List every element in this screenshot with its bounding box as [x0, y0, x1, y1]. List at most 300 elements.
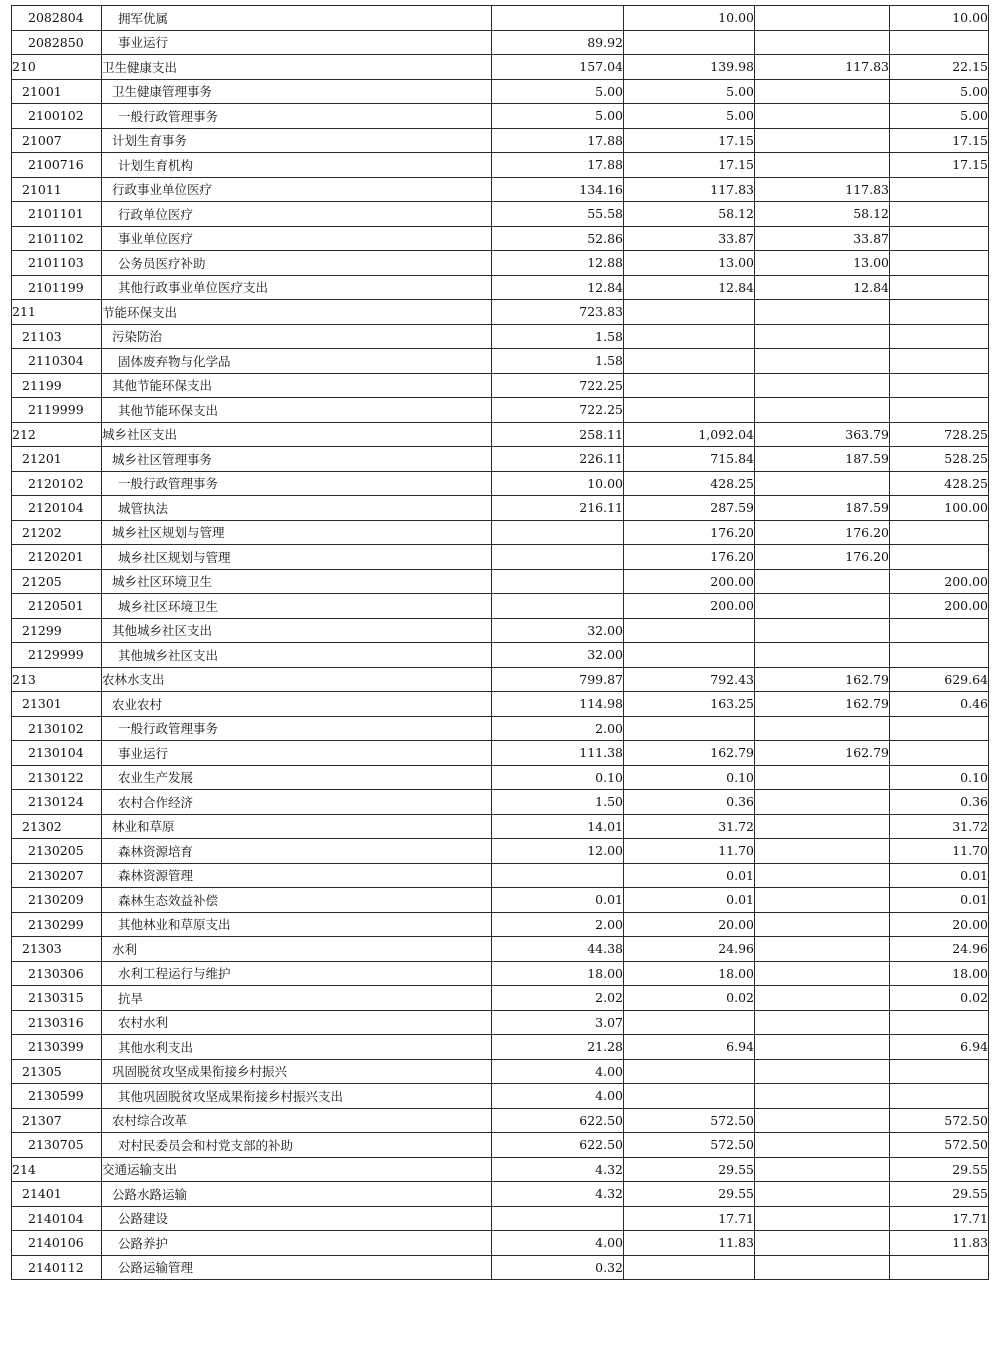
project-expenditure-cell: 100.00 [890, 496, 989, 521]
basic-expenditure-cell [755, 986, 890, 1011]
prior-year-amount-cell: 0.32 [492, 1255, 624, 1280]
total-amount-cell: 572.50 [624, 1108, 755, 1133]
project-expenditure-cell [890, 373, 989, 398]
prior-year-amount-cell: 4.32 [492, 1157, 624, 1182]
basic-expenditure-cell [755, 1010, 890, 1035]
total-amount-cell [624, 349, 755, 374]
subject-name-cell: 城乡社区管理事务 [102, 447, 492, 472]
project-expenditure-cell [890, 716, 989, 741]
table-row [12, 667, 989, 692]
basic-expenditure-cell [755, 79, 890, 104]
basic-expenditure-cell [755, 912, 890, 937]
basic-expenditure-cell [755, 324, 890, 349]
subject-code-cell: 2120104 [12, 496, 102, 521]
table-row [12, 422, 989, 447]
table-row [12, 398, 989, 423]
total-amount-cell: 287.59 [624, 496, 755, 521]
table-row [12, 839, 989, 864]
table-row [12, 1182, 989, 1207]
table-row [12, 447, 989, 472]
basic-expenditure-cell: 12.84 [755, 275, 890, 300]
prior-year-amount-cell: 0.01 [492, 888, 624, 913]
total-amount-cell: 0.02 [624, 986, 755, 1011]
table-row [12, 300, 989, 325]
subject-name-cell: 其他城乡社区支出 [102, 618, 492, 643]
basic-expenditure-cell: 33.87 [755, 226, 890, 251]
table-row [12, 790, 989, 815]
table-row [12, 251, 989, 276]
basic-expenditure-cell [755, 765, 890, 790]
total-amount-cell: 176.20 [624, 520, 755, 545]
basic-expenditure-cell: 176.20 [755, 520, 890, 545]
subject-code-cell: 2130599 [12, 1084, 102, 1109]
prior-year-amount-cell [492, 863, 624, 888]
project-expenditure-cell [890, 545, 989, 570]
project-expenditure-cell: 572.50 [890, 1108, 989, 1133]
table-row [12, 1010, 989, 1035]
subject-code-cell: 2130705 [12, 1133, 102, 1158]
subject-name-cell: 固体废弃物与化学品 [102, 349, 492, 374]
table-row [12, 1035, 989, 1060]
basic-expenditure-cell [755, 398, 890, 423]
subject-code-cell: 2140112 [12, 1255, 102, 1280]
prior-year-amount-cell: 1.50 [492, 790, 624, 815]
table-row [12, 741, 989, 766]
subject-name-cell: 其他节能环保支出 [102, 398, 492, 423]
subject-code-cell: 2110304 [12, 349, 102, 374]
subject-name-cell: 卫生健康管理事务 [102, 79, 492, 104]
prior-year-amount-cell: 10.00 [492, 471, 624, 496]
table-row [12, 1157, 989, 1182]
basic-expenditure-cell [755, 30, 890, 55]
prior-year-amount-cell [492, 6, 624, 31]
basic-expenditure-cell [755, 471, 890, 496]
total-amount-cell: 11.70 [624, 839, 755, 864]
table-row [12, 986, 989, 1011]
subject-name-cell: 其他行政事业单位医疗支出 [102, 275, 492, 300]
prior-year-amount-cell: 1.58 [492, 324, 624, 349]
table-row [12, 912, 989, 937]
project-expenditure-cell [890, 251, 989, 276]
prior-year-amount-cell: 4.00 [492, 1231, 624, 1256]
table-row [12, 79, 989, 104]
subject-name-cell: 交通运输支出 [102, 1157, 492, 1182]
total-amount-cell [624, 1255, 755, 1280]
total-amount-cell: 20.00 [624, 912, 755, 937]
table-row [12, 888, 989, 913]
prior-year-amount-cell: 4.00 [492, 1084, 624, 1109]
subject-code-cell: 2082804 [12, 6, 102, 31]
project-expenditure-cell: 10.00 [890, 6, 989, 31]
subject-name-cell: 巩固脱贫攻坚成果衔接乡村振兴 [102, 1059, 492, 1084]
total-amount-cell: 12.84 [624, 275, 755, 300]
table-row [12, 373, 989, 398]
basic-expenditure-cell [755, 888, 890, 913]
subject-code-cell: 211 [12, 300, 102, 325]
basic-expenditure-cell [755, 153, 890, 178]
subject-code-cell: 2130315 [12, 986, 102, 1011]
subject-code-cell: 21011 [12, 177, 102, 202]
subject-code-cell: 212 [12, 422, 102, 447]
table-row [12, 692, 989, 717]
subject-name-cell: 对村民委员会和村党支部的补助 [102, 1133, 492, 1158]
total-amount-cell [624, 398, 755, 423]
total-amount-cell: 428.25 [624, 471, 755, 496]
table-row [12, 1108, 989, 1133]
total-amount-cell [624, 618, 755, 643]
project-expenditure-cell: 24.96 [890, 937, 989, 962]
total-amount-cell: 163.25 [624, 692, 755, 717]
prior-year-amount-cell: 2.02 [492, 986, 624, 1011]
total-amount-cell: 17.15 [624, 153, 755, 178]
table-row [12, 30, 989, 55]
prior-year-amount-cell [492, 520, 624, 545]
subject-name-cell: 污染防治 [102, 324, 492, 349]
subject-name-cell: 公路运输管理 [102, 1255, 492, 1280]
basic-expenditure-cell [755, 937, 890, 962]
total-amount-cell: 13.00 [624, 251, 755, 276]
subject-code-cell: 21199 [12, 373, 102, 398]
table-row [12, 1255, 989, 1280]
subject-code-cell: 2130399 [12, 1035, 102, 1060]
total-amount-cell: 139.98 [624, 55, 755, 80]
subject-code-cell: 2101101 [12, 202, 102, 227]
prior-year-amount-cell: 258.11 [492, 422, 624, 447]
subject-code-cell: 2130122 [12, 765, 102, 790]
table-row [12, 226, 989, 251]
project-expenditure-cell [890, 741, 989, 766]
project-expenditure-cell [890, 30, 989, 55]
prior-year-amount-cell: 722.25 [492, 398, 624, 423]
total-amount-cell: 17.71 [624, 1206, 755, 1231]
total-amount-cell [624, 1059, 755, 1084]
total-amount-cell: 1,092.04 [624, 422, 755, 447]
project-expenditure-cell [890, 1084, 989, 1109]
total-amount-cell [624, 1010, 755, 1035]
table-row [12, 202, 989, 227]
table-row [12, 496, 989, 521]
prior-year-amount-cell [492, 1206, 624, 1231]
prior-year-amount-cell: 226.11 [492, 447, 624, 472]
total-amount-cell: 200.00 [624, 569, 755, 594]
basic-expenditure-cell [755, 1206, 890, 1231]
project-expenditure-cell: 17.15 [890, 153, 989, 178]
subject-code-cell: 2130209 [12, 888, 102, 913]
table-row [12, 6, 989, 31]
project-expenditure-cell [890, 177, 989, 202]
basic-expenditure-cell [755, 790, 890, 815]
prior-year-amount-cell: 55.58 [492, 202, 624, 227]
subject-name-cell: 其他林业和草原支出 [102, 912, 492, 937]
table-row [12, 55, 989, 80]
budget-expenditure-table [11, 5, 989, 1280]
basic-expenditure-cell [755, 1255, 890, 1280]
project-expenditure-cell: 200.00 [890, 594, 989, 619]
prior-year-amount-cell: 12.00 [492, 839, 624, 864]
total-amount-cell: 200.00 [624, 594, 755, 619]
subject-code-cell: 2130205 [12, 839, 102, 864]
basic-expenditure-cell [755, 618, 890, 643]
basic-expenditure-cell [755, 1059, 890, 1084]
total-amount-cell: 58.12 [624, 202, 755, 227]
project-expenditure-cell: 428.25 [890, 471, 989, 496]
basic-expenditure-cell [755, 300, 890, 325]
prior-year-amount-cell: 4.00 [492, 1059, 624, 1084]
total-amount-cell [624, 643, 755, 668]
prior-year-amount-cell: 114.98 [492, 692, 624, 717]
subject-code-cell: 21299 [12, 618, 102, 643]
project-expenditure-cell [890, 226, 989, 251]
total-amount-cell: 162.79 [624, 741, 755, 766]
total-amount-cell [624, 373, 755, 398]
prior-year-amount-cell: 622.50 [492, 1108, 624, 1133]
subject-name-cell: 森林资源培育 [102, 839, 492, 864]
table-row [12, 937, 989, 962]
basic-expenditure-cell [755, 1157, 890, 1182]
subject-code-cell: 2130306 [12, 961, 102, 986]
basic-expenditure-cell [755, 863, 890, 888]
prior-year-amount-cell [492, 594, 624, 619]
basic-expenditure-cell [755, 104, 890, 129]
subject-name-cell: 城乡社区环境卫生 [102, 569, 492, 594]
prior-year-amount-cell: 12.88 [492, 251, 624, 276]
total-amount-cell: 33.87 [624, 226, 755, 251]
project-expenditure-cell: 572.50 [890, 1133, 989, 1158]
subject-name-cell: 一般行政管理事务 [102, 104, 492, 129]
subject-name-cell: 农村综合改革 [102, 1108, 492, 1133]
subject-name-cell: 水利 [102, 937, 492, 962]
project-expenditure-cell: 629.64 [890, 667, 989, 692]
basic-expenditure-cell: 363.79 [755, 422, 890, 447]
subject-code-cell: 213 [12, 667, 102, 692]
prior-year-amount-cell: 5.00 [492, 104, 624, 129]
table-row [12, 814, 989, 839]
total-amount-cell: 0.10 [624, 765, 755, 790]
project-expenditure-cell: 0.36 [890, 790, 989, 815]
subject-name-cell: 事业运行 [102, 741, 492, 766]
subject-code-cell: 21401 [12, 1182, 102, 1207]
prior-year-amount-cell: 134.16 [492, 177, 624, 202]
prior-year-amount-cell: 157.04 [492, 55, 624, 80]
subject-name-cell: 拥军优属 [102, 6, 492, 31]
subject-code-cell: 2120501 [12, 594, 102, 619]
subject-name-cell: 城乡社区支出 [102, 422, 492, 447]
total-amount-cell: 24.96 [624, 937, 755, 962]
project-expenditure-cell: 6.94 [890, 1035, 989, 1060]
table-row [12, 1084, 989, 1109]
basic-expenditure-cell: 117.83 [755, 177, 890, 202]
total-amount-cell: 5.00 [624, 104, 755, 129]
subject-code-cell: 2082850 [12, 30, 102, 55]
prior-year-amount-cell: 52.86 [492, 226, 624, 251]
basic-expenditure-cell [755, 128, 890, 153]
table-row [12, 1133, 989, 1158]
subject-name-cell: 公路水路运输 [102, 1182, 492, 1207]
subject-name-cell: 农村水利 [102, 1010, 492, 1035]
prior-year-amount-cell: 17.88 [492, 128, 624, 153]
prior-year-amount-cell: 216.11 [492, 496, 624, 521]
subject-name-cell: 行政事业单位医疗 [102, 177, 492, 202]
table-row [12, 716, 989, 741]
project-expenditure-cell: 20.00 [890, 912, 989, 937]
subject-name-cell: 城乡社区规划与管理 [102, 520, 492, 545]
subject-name-cell: 一般行政管理事务 [102, 716, 492, 741]
subject-name-cell: 公路养护 [102, 1231, 492, 1256]
subject-name-cell: 农村合作经济 [102, 790, 492, 815]
total-amount-cell: 29.55 [624, 1182, 755, 1207]
subject-name-cell: 卫生健康支出 [102, 55, 492, 80]
basic-expenditure-cell [755, 1133, 890, 1158]
total-amount-cell: 792.43 [624, 667, 755, 692]
project-expenditure-cell: 31.72 [890, 814, 989, 839]
table-row [12, 1059, 989, 1084]
prior-year-amount-cell: 89.92 [492, 30, 624, 55]
table-row [12, 569, 989, 594]
basic-expenditure-cell [755, 716, 890, 741]
subject-code-cell: 2101199 [12, 275, 102, 300]
project-expenditure-cell: 528.25 [890, 447, 989, 472]
basic-expenditure-cell [755, 1182, 890, 1207]
table-row [12, 128, 989, 153]
project-expenditure-cell: 18.00 [890, 961, 989, 986]
total-amount-cell [624, 324, 755, 349]
total-amount-cell: 176.20 [624, 545, 755, 570]
prior-year-amount-cell: 5.00 [492, 79, 624, 104]
subject-code-cell: 21007 [12, 128, 102, 153]
project-expenditure-cell: 17.71 [890, 1206, 989, 1231]
project-expenditure-cell [890, 1059, 989, 1084]
prior-year-amount-cell: 111.38 [492, 741, 624, 766]
prior-year-amount-cell: 14.01 [492, 814, 624, 839]
project-expenditure-cell: 728.25 [890, 422, 989, 447]
project-expenditure-cell [890, 1255, 989, 1280]
subject-code-cell: 2130299 [12, 912, 102, 937]
prior-year-amount-cell: 12.84 [492, 275, 624, 300]
subject-code-cell: 2130316 [12, 1010, 102, 1035]
total-amount-cell [624, 300, 755, 325]
subject-name-cell: 计划生育机构 [102, 153, 492, 178]
total-amount-cell [624, 1084, 755, 1109]
subject-name-cell: 节能环保支出 [102, 300, 492, 325]
subject-name-cell: 农业生产发展 [102, 765, 492, 790]
subject-code-cell: 21301 [12, 692, 102, 717]
subject-name-cell: 其他节能环保支出 [102, 373, 492, 398]
subject-name-cell: 城乡社区规划与管理 [102, 545, 492, 570]
prior-year-amount-cell: 723.83 [492, 300, 624, 325]
total-amount-cell [624, 30, 755, 55]
basic-expenditure-cell: 58.12 [755, 202, 890, 227]
subject-name-cell: 行政单位医疗 [102, 202, 492, 227]
total-amount-cell: 117.83 [624, 177, 755, 202]
project-expenditure-cell [890, 398, 989, 423]
table-row [12, 275, 989, 300]
subject-code-cell: 21205 [12, 569, 102, 594]
project-expenditure-cell: 5.00 [890, 104, 989, 129]
table-row [12, 1231, 989, 1256]
total-amount-cell: 0.01 [624, 888, 755, 913]
subject-name-cell: 其他城乡社区支出 [102, 643, 492, 668]
subject-name-cell: 公路建设 [102, 1206, 492, 1231]
subject-code-cell: 2130102 [12, 716, 102, 741]
prior-year-amount-cell: 17.88 [492, 153, 624, 178]
subject-code-cell: 2140104 [12, 1206, 102, 1231]
project-expenditure-cell: 0.46 [890, 692, 989, 717]
basic-expenditure-cell [755, 349, 890, 374]
project-expenditure-cell [890, 643, 989, 668]
table-row [12, 765, 989, 790]
basic-expenditure-cell [755, 643, 890, 668]
project-expenditure-cell: 200.00 [890, 569, 989, 594]
table-row [12, 520, 989, 545]
project-expenditure-cell: 11.83 [890, 1231, 989, 1256]
project-expenditure-cell [890, 275, 989, 300]
project-expenditure-cell [890, 324, 989, 349]
subject-code-cell: 2130207 [12, 863, 102, 888]
subject-code-cell: 21303 [12, 937, 102, 962]
project-expenditure-cell: 0.01 [890, 863, 989, 888]
prior-year-amount-cell: 622.50 [492, 1133, 624, 1158]
project-expenditure-cell: 5.00 [890, 79, 989, 104]
total-amount-cell: 6.94 [624, 1035, 755, 1060]
subject-code-cell: 2101103 [12, 251, 102, 276]
table-row [12, 349, 989, 374]
prior-year-amount-cell: 32.00 [492, 643, 624, 668]
prior-year-amount-cell: 1.58 [492, 349, 624, 374]
subject-code-cell: 214 [12, 1157, 102, 1182]
basic-expenditure-cell [755, 569, 890, 594]
subject-code-cell: 2129999 [12, 643, 102, 668]
subject-name-cell: 抗旱 [102, 986, 492, 1011]
subject-code-cell: 210 [12, 55, 102, 80]
basic-expenditure-cell: 176.20 [755, 545, 890, 570]
total-amount-cell: 5.00 [624, 79, 755, 104]
prior-year-amount-cell: 722.25 [492, 373, 624, 398]
table-row [12, 643, 989, 668]
subject-name-cell: 森林资源管理 [102, 863, 492, 888]
basic-expenditure-cell [755, 1108, 890, 1133]
total-amount-cell: 572.50 [624, 1133, 755, 1158]
basic-expenditure-cell: 187.59 [755, 447, 890, 472]
subject-code-cell: 2101102 [12, 226, 102, 251]
total-amount-cell: 0.36 [624, 790, 755, 815]
project-expenditure-cell: 29.55 [890, 1157, 989, 1182]
project-expenditure-cell: 0.01 [890, 888, 989, 913]
subject-code-cell: 21201 [12, 447, 102, 472]
prior-year-amount-cell: 2.00 [492, 716, 624, 741]
subject-code-cell: 21307 [12, 1108, 102, 1133]
subject-name-cell: 林业和草原 [102, 814, 492, 839]
project-expenditure-cell: 17.15 [890, 128, 989, 153]
project-expenditure-cell: 0.02 [890, 986, 989, 1011]
table-row [12, 863, 989, 888]
subject-code-cell: 2100716 [12, 153, 102, 178]
prior-year-amount-cell: 4.32 [492, 1182, 624, 1207]
basic-expenditure-cell: 187.59 [755, 496, 890, 521]
subject-name-cell: 农业农村 [102, 692, 492, 717]
total-amount-cell: 11.83 [624, 1231, 755, 1256]
table-row [12, 545, 989, 570]
subject-name-cell: 城乡社区环境卫生 [102, 594, 492, 619]
subject-code-cell: 21202 [12, 520, 102, 545]
prior-year-amount-cell: 799.87 [492, 667, 624, 692]
project-expenditure-cell: 11.70 [890, 839, 989, 864]
total-amount-cell: 31.72 [624, 814, 755, 839]
basic-expenditure-cell: 13.00 [755, 251, 890, 276]
project-expenditure-cell: 29.55 [890, 1182, 989, 1207]
project-expenditure-cell [890, 520, 989, 545]
subject-code-cell: 21305 [12, 1059, 102, 1084]
project-expenditure-cell: 0.10 [890, 765, 989, 790]
